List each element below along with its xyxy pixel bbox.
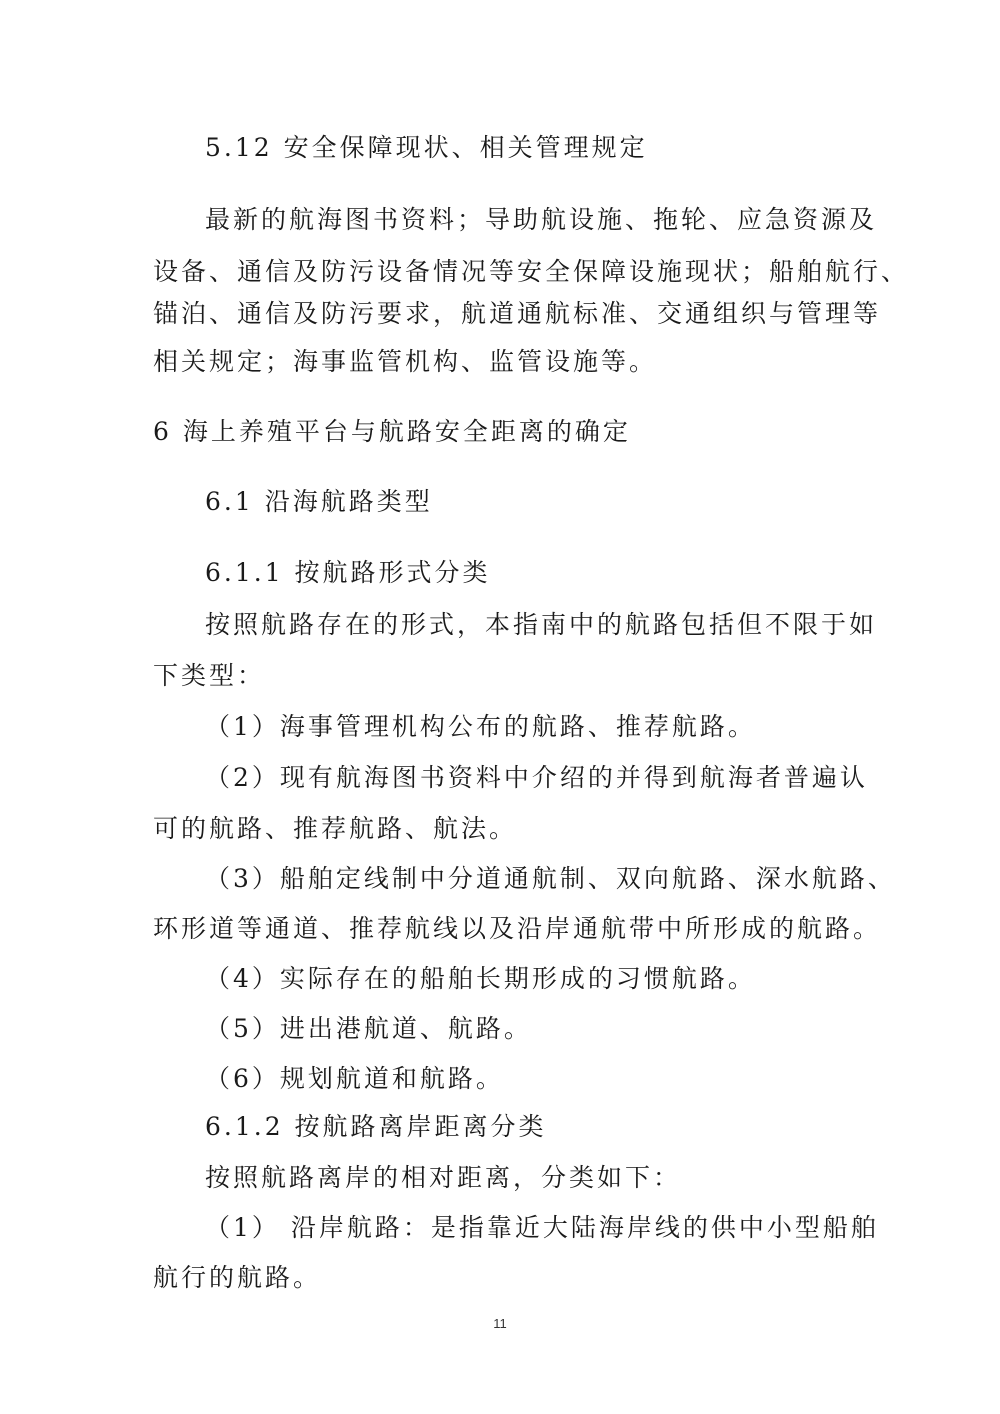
list-item-continuation: 航行的航路。 xyxy=(153,1263,322,1292)
section-6-1-2-heading: 6.1.2 按航路离岸距离分类 xyxy=(205,1112,547,1141)
list-item: （3）船舶定线制中分道通航制、双向航路、深水航路、 xyxy=(205,864,896,893)
paragraph-line: 锚泊、通信及防污要求，航道通航标准、交通组织与管理等 xyxy=(153,299,882,328)
paragraph-line: 相关规定；海事监管机构、监管设施等。 xyxy=(153,347,658,376)
paragraph-line: 按照航路离岸的相对距离，分类如下： xyxy=(205,1163,682,1192)
paragraph-line: 下类型： xyxy=(153,661,266,690)
list-item: （1） 沿岸航路：是指靠近大陆海岸线的供中小型船舶 xyxy=(205,1213,879,1242)
list-item: （5）进出港航道、航路。 xyxy=(205,1014,532,1043)
page-number: 11 xyxy=(493,1316,507,1331)
list-item: （2）现有航海图书资料中介绍的并得到航海者普遍认 xyxy=(205,763,868,792)
section-6-heading: 6 海上养殖平台与航路安全距离的确定 xyxy=(153,417,631,446)
section-6-1-heading: 6.1 沿海航路类型 xyxy=(205,487,433,516)
list-item: （4）实际存在的船舶长期形成的习惯航路。 xyxy=(205,964,756,993)
list-item-continuation: 环形道等通道、推荐航线以及沿岸通航带中所形成的航路。 xyxy=(153,914,882,943)
section-5-12-heading: 5.12 安全保障现状、相关管理规定 xyxy=(205,133,648,162)
paragraph-line: 设备、通信及防污设备情况等安全保障设施现状；船舶航行、 xyxy=(153,257,910,286)
list-item-continuation: 可的航路、推荐航路、航法。 xyxy=(153,814,518,843)
paragraph-line: 按照航路存在的形式，本指南中的航路包括但不限于如 xyxy=(205,610,878,639)
list-item: （1）海事管理机构公布的航路、推荐航路。 xyxy=(205,712,756,741)
list-item: （6）规划航道和航路。 xyxy=(205,1064,504,1093)
section-6-1-1-heading: 6.1.1 按航路形式分类 xyxy=(205,558,491,587)
paragraph-line: 最新的航海图书资料；导助航设施、拖轮、应急资源及 xyxy=(205,205,878,234)
